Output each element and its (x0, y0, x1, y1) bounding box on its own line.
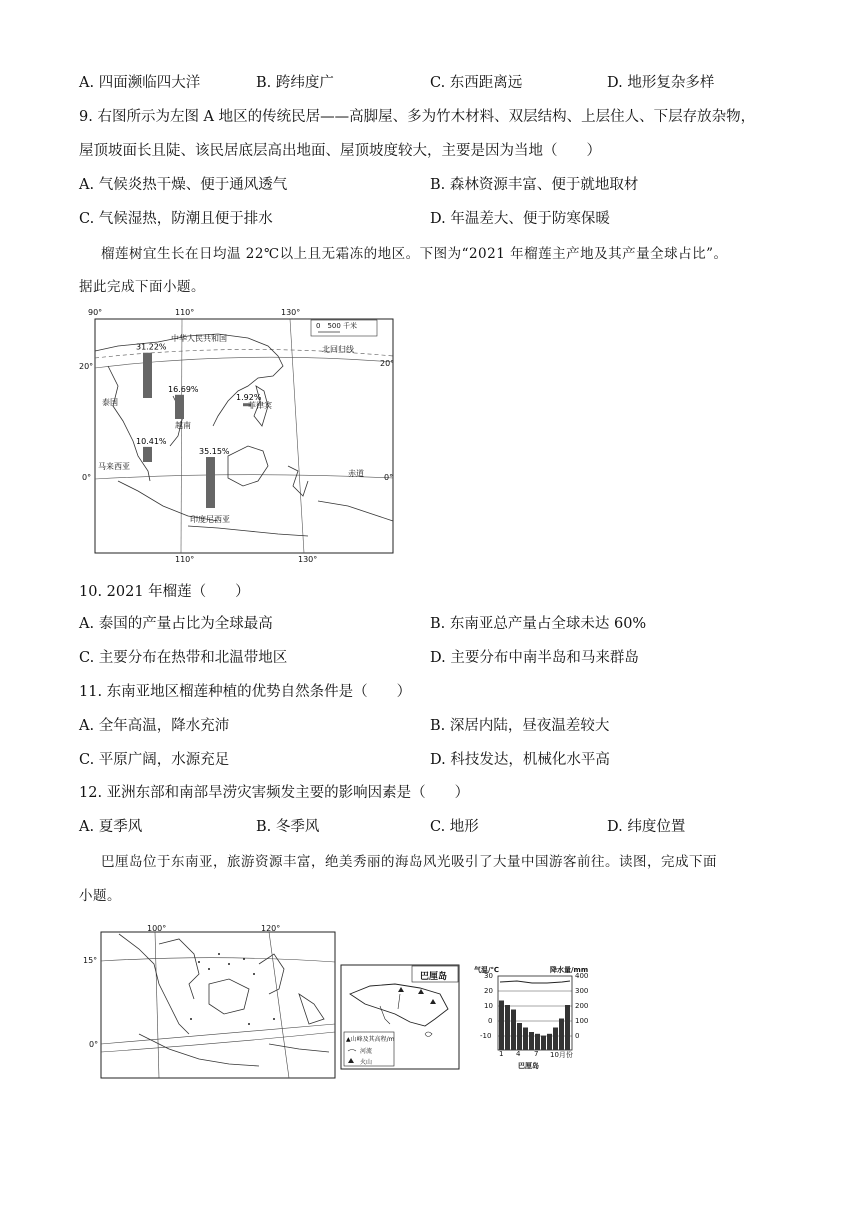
map2-lat-15: 15° (83, 956, 98, 965)
durian-bar-label-2: 1.92% (236, 393, 262, 403)
map2-lon-120: 120° (261, 924, 281, 933)
q9-option-b: B. 森林资源丰富、便于就地取材 (430, 177, 639, 193)
temp-tick-10: 10 (484, 1002, 493, 1010)
malaysia-label: 马来西亚 (98, 462, 130, 471)
lon-label-90: 90° (88, 308, 103, 317)
durian-bar-label-4: 35.15% (199, 447, 230, 457)
china-label: 中华人民共和国 (171, 334, 227, 343)
q8-option-a: A. 四面濒临四大洋 (79, 75, 201, 91)
lon-label-130-top: 130° (281, 308, 301, 317)
lat-label-0-right: 0° (384, 473, 394, 482)
vietnam-label: 越南 (175, 421, 191, 430)
durian-intro-line2: 据此完成下面小题。 (79, 279, 205, 295)
q12-option-b: B. 冬季风 (256, 819, 320, 835)
q8-option-c: C. 东西距离远 (430, 75, 523, 91)
q8-option-b: B. 跨纬度广 (256, 75, 334, 91)
q12-option-d: D. 纬度位置 (607, 819, 686, 835)
q11-option-b: B. 深居内陆，昼夜温差较大 (430, 718, 610, 734)
precip-bar-4 (523, 1028, 528, 1051)
precip-tick-400: 400 (575, 972, 589, 980)
durian-bar-3 (143, 447, 152, 462)
lon-label-110-top: 110° (175, 308, 195, 317)
lon-label-130-bottom: 130° (298, 555, 318, 564)
tropic-label: 北回归线 (322, 345, 354, 354)
indonesia-label: 印度尼西亚 (190, 515, 230, 524)
q11-option-d: D. 科技发达，机械化水平高 (430, 752, 610, 768)
q9-option-c: C. 气候湿热，防潮且便于排水 (79, 211, 273, 227)
durian-bar-4 (206, 457, 215, 508)
precip-axis-label: 降水量/mm (550, 966, 589, 974)
bali-legend-volcano: 火山 (360, 1059, 373, 1066)
q10-option-a: A. 泰国的产量占比为全球最高 (79, 616, 273, 632)
precip-bar-10 (559, 1019, 564, 1051)
precip-bar-6 (535, 1034, 540, 1050)
bali-legend-river: 河流 (360, 1048, 373, 1055)
durian-bar-1 (175, 395, 184, 419)
climate-station-label: 巴厘岛 (518, 1062, 539, 1070)
temp-tick-20: 20 (484, 987, 493, 995)
q12-option-a: A. 夏季风 (79, 819, 143, 835)
q10-option-c: C. 主要分布在热带和北温带地区 (79, 650, 288, 666)
temp-axis-label: 气温/℃ (474, 966, 500, 974)
q11-option-c: C. 平原广阔，水源充足 (79, 752, 230, 768)
lat-label-20-left: 20° (79, 362, 94, 371)
thailand-label: 泰国 (102, 398, 118, 407)
precip-bar-8 (547, 1034, 552, 1050)
temp-tick-0: 0 (488, 1017, 493, 1025)
q9-stem-line2: 屋顶坡面长且陡、该民居底层高出地面、屋顶坡度较大，主要是因为当地（ ） (79, 143, 601, 159)
bali-map-title: 巴厘岛 (420, 972, 448, 982)
precip-tick-100: 100 (575, 1017, 589, 1025)
durian-bar-0 (143, 353, 152, 398)
lat-label-20-right: 20° (380, 359, 395, 368)
lon-label-110-bottom: 110° (175, 555, 195, 564)
q9-option-d: D. 年温差大、便于防寒保暖 (430, 211, 610, 227)
temp-tick-minus10: -10 (480, 1032, 492, 1040)
bali-intro-line1: 巴厘岛位于东南亚，旅游资源丰富，绝美秀丽的海岛风光吸引了大量中国游客前往。读图，完成下面 (101, 854, 717, 870)
q10-option-b: B. 东南亚总产量占全球未达 60% (430, 616, 647, 632)
southeast-asia-map (83, 924, 339, 1080)
month-tick-7: 7 (534, 1050, 539, 1058)
precip-bar-3 (517, 1023, 522, 1050)
durian-intro-line1: 榴莲树宜生长在日均温 22℃以上且无霜冻的地区。下图为“2021 年榴莲主产地及其产量全球占比”。 (101, 246, 728, 262)
month-tick-4: 4 (516, 1050, 521, 1058)
map2-lat-0: 0° (89, 1040, 99, 1049)
durian-bar-label-3: 10.41% (136, 436, 167, 446)
precip-tick-0: 0 (575, 1032, 580, 1040)
durian-bar-label-0: 31.22% (136, 342, 167, 352)
scale-label: 0 500 千米 (316, 322, 358, 330)
q11-stem: 11. 东南亚地区榴莲种植的优势自然条件是（ ） (79, 684, 412, 700)
bali-legend-peak: ▲山峰及其高程/m (346, 1036, 395, 1043)
temp-tick-30: 30 (484, 972, 493, 980)
durian-map-figure (78, 306, 398, 568)
philippines-label: 菲律宾 (248, 401, 272, 410)
precip-bar-9 (553, 1028, 558, 1051)
q12-option-c: C. 地形 (430, 819, 479, 835)
bali-climate-chart (472, 964, 612, 1080)
precip-bar-5 (529, 1032, 534, 1050)
precip-bar-0 (499, 1001, 504, 1051)
q11-option-a: A. 全年高温，降水充沛 (79, 718, 230, 734)
q10-option-d: D. 主要分布中南半岛和马来群岛 (430, 650, 639, 666)
month-tick-10: 10月份 (550, 1051, 573, 1059)
equator-label: 赤道 (348, 469, 364, 478)
q9-option-a: A. 气候炎热干燥、便于通风透气 (79, 177, 288, 193)
precip-bar-2 (511, 1010, 516, 1051)
precip-bar-7 (541, 1036, 546, 1050)
precip-bar-1 (505, 1005, 510, 1050)
bali-intro-line2: 小题。 (79, 888, 121, 904)
q8-option-d: D. 地形复杂多样 (607, 75, 715, 91)
precip-bar-11 (565, 1005, 570, 1050)
lat-label-0-left: 0° (82, 473, 92, 482)
bali-island-map (340, 964, 460, 1070)
q12-stem: 12. 亚洲东部和南部旱涝灾害频发主要的影响因素是（ ） (79, 785, 470, 801)
map2-lon-100: 100° (147, 924, 167, 933)
precip-tick-200: 200 (575, 1002, 589, 1010)
precip-tick-300: 300 (575, 987, 589, 995)
month-tick-1: 1 (499, 1050, 504, 1058)
durian-bar-label-1: 16.69% (168, 384, 199, 394)
q10-stem: 10. 2021 年榴莲（ ） (79, 584, 250, 600)
q9-stem-line1: 9. 右图所示为左图 A 地区的传统民居——高脚屋、多为竹木材料、双层结构、上层住人、下层存放杂物， (79, 109, 756, 125)
